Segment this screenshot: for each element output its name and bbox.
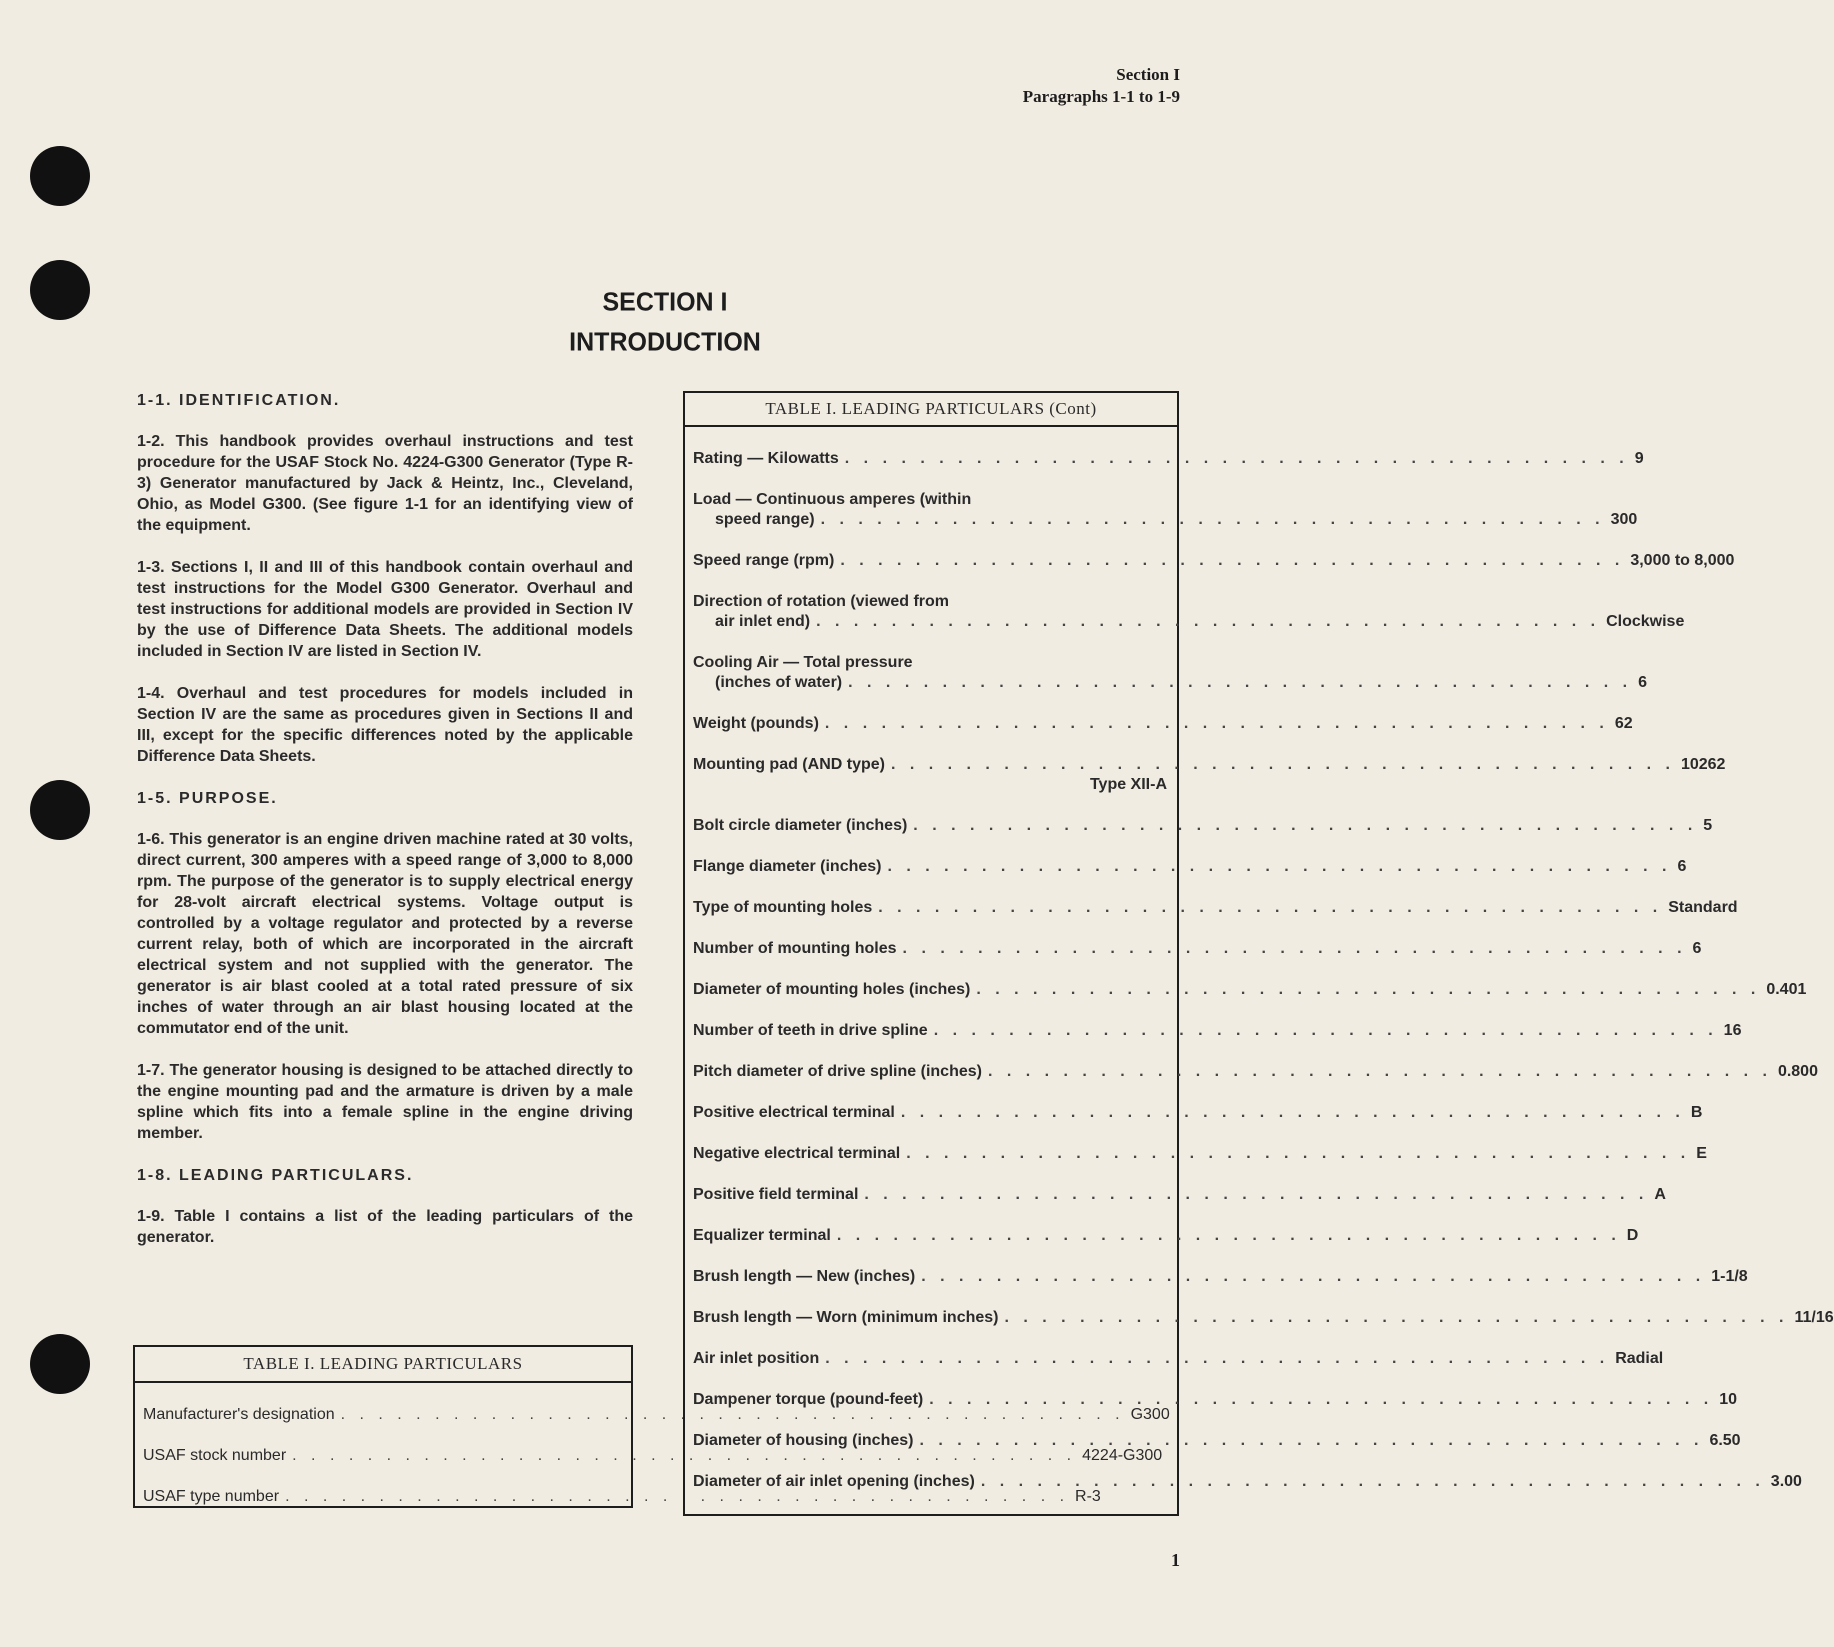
binder-hole — [30, 260, 90, 320]
row-label: Weight (pounds) — [693, 715, 819, 732]
table-title: TABLE I. LEADING PARTICULARS (Cont) — [685, 393, 1177, 427]
table-row-label — [685, 591, 1177, 611]
row-label: Positive electrical terminal — [693, 1104, 895, 1121]
row-label: Manufacturer's designation — [143, 1406, 335, 1423]
row-value: 6 — [1692, 940, 1702, 957]
leader-dots: . . . . . . . . . . . . . . . . . . . . . . . . . . . . . . . . . . . . . . . . . . — [921, 1268, 1706, 1285]
row-label: Cooling Air — Total pressure — [693, 654, 913, 671]
row-value: 11/16 — [1794, 1309, 1834, 1326]
table-row-label — [685, 652, 1177, 672]
table-row — [685, 611, 1685, 631]
table-row — [685, 754, 1726, 774]
leader-dots: . . . . . . . . . . . . . . . . . . . . . . . . . . . . . . . . . . . . . . . . . . — [890, 756, 1675, 773]
row-value: G300 — [1130, 1406, 1170, 1423]
row-value: 10262 — [1680, 756, 1726, 773]
page-number: 1 — [1171, 1550, 1180, 1570]
section-heading: 1-5. PURPOSE. — [137, 790, 278, 807]
row-label: Number of teeth in drive spline — [693, 1022, 928, 1039]
leader-dots: . . . . . . . . . . . . . . . . . . . . . . . . . . . . . . . . . . . . . . . . . . — [816, 613, 1601, 630]
leader-dots: . . . . . . . . . . . . . . . . . . . . . . . . . . . . . . . . . . . . . . . . . . — [987, 1063, 1772, 1080]
table-title: TABLE I. LEADING PARTICULARS — [135, 1347, 631, 1383]
leader-dots: . . . . . . . . . . . . . . . . . . . . . . . . . . . . . . . . . . . . . . . . . . — [933, 1022, 1718, 1039]
row-value: 6 — [1677, 858, 1687, 875]
row-value: 300 — [1610, 511, 1638, 528]
page-header — [1023, 64, 1180, 108]
table-row — [685, 1225, 1639, 1245]
row-label: Pitch diameter of drive spline (inches) — [693, 1063, 982, 1080]
row-label: Bolt circle diameter (inches) — [693, 817, 908, 834]
leader-dots: . . . . . . . . . . . . . . . . . . . . . . . . . . . . . . . . . . . . . . . . . . — [285, 1488, 1070, 1505]
table-row — [685, 1020, 1742, 1040]
row-label: Diameter of air inlet opening (inches) — [693, 1473, 975, 1490]
leader-dots: . . . . . . . . . . . . . . . . . . . . . . . . . . . . . . . . . . . . . . . . . . — [1004, 1309, 1789, 1326]
row-label: Speed range (rpm) — [693, 552, 835, 569]
leader-dots: . . . . . . . . . . . . . . . . . . . . . . . . . . . . . . . . . . . . . . . . . . — [292, 1447, 1077, 1464]
leader-dots: . . . . . . . . . . . . . . . . . . . . . . . . . . . . . . . . . . . . . . . . . . — [976, 981, 1761, 998]
table-row — [685, 1430, 1741, 1450]
row-label: Brush length — Worn (minimum inches) — [693, 1309, 999, 1326]
table-row — [685, 856, 1687, 876]
row-value: 0.800 — [1777, 1063, 1818, 1080]
table-row — [685, 979, 1807, 999]
leader-dots: . . . . . . . . . . . . . . . . . . . . . . . . . . . . . . . . . . . . . . . . . . — [825, 1350, 1610, 1367]
row-label: Brush length — New (inches) — [693, 1268, 916, 1285]
row-value: 6 — [1638, 674, 1648, 691]
row-label: speed range) — [715, 511, 815, 528]
table-row — [685, 1307, 1834, 1327]
row-value: 3,000 to 8,000 — [1630, 552, 1735, 569]
leader-dots: . . . . . . . . . . . . . . . . . . . . . . . . . . . . . . . . . . . . . . . . . . — [878, 899, 1663, 916]
row-label: Flange diameter (inches) — [693, 858, 882, 875]
header-paragraphs: Paragraphs 1-1 to 1-9 — [1022, 87, 1180, 106]
table-row — [685, 1471, 1802, 1491]
row-label: Type of mounting holes — [693, 899, 873, 916]
leader-dots: . . . . . . . . . . . . . . . . . . . . . . . . . . . . . . . . . . . . . . . . . . — [919, 1432, 1704, 1449]
leader-dots: . . . . . . . . . . . . . . . . . . . . . . . . . . . . . . . . . . . . . . . . . . — [820, 511, 1605, 528]
leader-dots: . . . . . . . . . . . . . . . . . . . . . . . . . . . . . . . . . . . . . . . . . . — [840, 552, 1625, 569]
leader-dots: . . . . . . . . . . . . . . . . . . . . . . . . . . . . . . . . . . . . . . . . . . — [980, 1473, 1765, 1490]
row-label: Rating — Kilowatts — [693, 450, 839, 467]
title-line2: INTRODUCTION — [569, 327, 761, 357]
table-row — [685, 897, 1738, 917]
leader-dots: . . . . . . . . . . . . . . . . . . . . . . . . . . . . . . . . . . . . . . . . . . — [900, 1104, 1685, 1121]
leader-dots: . . . . . . . . . . . . . . . . . . . . . . . . . . . . . . . . . . . . . . . . . . — [902, 940, 1687, 957]
section-heading: 1-1. IDENTIFICATION. — [137, 392, 341, 409]
paragraph: 1-3. Sections I, II and III of this handbook contain overhaul and test instructions for the Model G300 Generator. Overhaul and test instructions for additional models are provided in Section IV by the use of Difference Data Sheets. The additional models included in Section IV are listed in Section IV. — [137, 559, 633, 660]
paragraph: 1-9. Table I contains a list of the leading particulars of the generator. — [137, 1208, 633, 1246]
row-label: Load — Continuous amperes (within — [693, 491, 972, 508]
leader-dots: . . . . . . . . . . . . . . . . . . . . . . . . . . . . . . . . . . . . . . . . . . — [864, 1186, 1649, 1203]
row-label: Direction of rotation (viewed from — [693, 593, 950, 610]
leader-dots: . . . . . . . . . . . . . . . . . . . . . . . . . . . . . . . . . . . . . . . . . . — [906, 1145, 1691, 1162]
paragraph: 1-6. This generator is an engine driven machine rated at 30 volts, direct current, 300 amperes with a speed range of 3,000 to 8,000 rpm. The purpose of the generator is to supply electrical energy for 28-volt aircraft electrical systems. Voltage output is controlled by a voltage regulator and protected by a reverse current relay, both of which are incorporated in the aircraft electrical system and not supplied with the generator. The generator is air blast cooled at a total rated pressure of six inches of water through an air blast housing located at the commutator end of the unit. — [137, 831, 633, 1037]
row-value: 16 — [1723, 1022, 1742, 1039]
row-value: 4224-G300 — [1082, 1447, 1163, 1464]
table-row — [685, 1102, 1703, 1122]
leader-dots: . . . . . . . . . . . . . . . . . . . . . . . . . . . . . . . . . . . . . . . . . . — [340, 1406, 1125, 1423]
table-row — [685, 1061, 1818, 1081]
row-label: USAF type number — [143, 1488, 280, 1505]
table-row — [685, 1266, 1748, 1286]
row-value: Standard — [1668, 899, 1738, 916]
body-text — [137, 390, 633, 1269]
paragraph: 1-4. Overhaul and test procedures for models included in Section IV are the same as procedures given in Sections II and III, except for the specific differences noted by the applicable Difference Data Sheets. — [137, 685, 633, 765]
table-row — [685, 448, 1644, 468]
row-value: D — [1626, 1227, 1639, 1244]
row-value: 62 — [1614, 715, 1633, 732]
leader-dots: . . . . . . . . . . . . . . . . . . . . . . . . . . . . . . . . . . . . . . . . . . — [848, 674, 1633, 691]
row-value: 5 — [1703, 817, 1713, 834]
row-label: air inlet end) — [715, 613, 811, 630]
header-section: Section I — [1116, 65, 1180, 84]
row-value: R-3 — [1075, 1488, 1101, 1505]
section-heading: 1-8. LEADING PARTICULARS. — [137, 1167, 414, 1184]
row-value: B — [1690, 1104, 1703, 1121]
row-value: Radial — [1615, 1350, 1664, 1367]
table-row — [685, 1184, 1666, 1204]
row-label: USAF stock number — [143, 1447, 287, 1464]
row-value: 0.401 — [1766, 981, 1807, 998]
paragraph: 1-7. The generator housing is designed to be attached directly to the engine mounting pad and the armature is driven by a male spline which fits into a female spline in the engine driving member. — [137, 1062, 633, 1142]
row-value: Type XII-A — [1089, 776, 1167, 793]
binder-hole — [30, 146, 90, 206]
row-label: Mounting pad (AND type) — [693, 756, 885, 773]
binder-hole — [30, 1334, 90, 1394]
row-label: Dampener torque (pound-feet) — [693, 1391, 924, 1408]
row-label: Number of mounting holes — [693, 940, 897, 957]
table-row — [685, 672, 1648, 692]
leader-dots: . . . . . . . . . . . . . . . . . . . . . . . . . . . . . . . . . . . . . . . . . . — [824, 715, 1609, 732]
title-line1: SECTION I — [602, 287, 728, 317]
row-label: Air inlet position — [693, 1350, 820, 1367]
table-row — [685, 1389, 1737, 1409]
row-value: E — [1696, 1145, 1707, 1162]
leading-particulars-cont-table — [683, 391, 1834, 1516]
table-row — [685, 1143, 1707, 1163]
row-value: 10 — [1719, 1391, 1737, 1408]
row-value: 3.00 — [1770, 1473, 1802, 1490]
row-label: (inches of water) — [715, 674, 843, 691]
row-label: Negative electrical terminal — [693, 1145, 901, 1162]
section-title — [540, 282, 790, 362]
leader-dots: . . . . . . . . . . . . . . . . . . . . . . . . . . . . . . . . . . . . . . . . . . — [913, 817, 1698, 834]
table-row-value-cont — [685, 774, 1177, 794]
binder-hole — [30, 780, 90, 840]
row-label: Diameter of mounting holes (inches) — [693, 981, 971, 998]
table-row — [685, 815, 1713, 835]
leader-dots: . . . . . . . . . . . . . . . . . . . . . . . . . . . . . . . . . . . . . . . . . . — [836, 1227, 1621, 1244]
leader-dots: . . . . . . . . . . . . . . . . . . . . . . . . . . . . . . . . . . . . . . . . . . — [929, 1391, 1714, 1408]
table-row-label — [685, 489, 1177, 509]
row-value: A — [1654, 1186, 1666, 1203]
row-value: Clockwise — [1606, 613, 1685, 630]
row-label: Equalizer terminal — [693, 1227, 831, 1244]
row-value: 1-1/8 — [1711, 1268, 1748, 1285]
table-row — [685, 713, 1633, 733]
leader-dots: . . . . . . . . . . . . . . . . . . . . . . . . . . . . . . . . . . . . . . . . . . — [844, 450, 1629, 467]
row-label: Positive field terminal — [693, 1186, 859, 1203]
table-row — [685, 509, 1638, 529]
leader-dots: . . . . . . . . . . . . . . . . . . . . . . . . . . . . . . . . . . . . . . . . . . — [887, 858, 1672, 875]
paragraph: 1-2. This handbook provides overhaul instructions and test procedure for the USAF Stock No. 4224-G300 Generator (Type R-3) Generator manufactured by Jack & Heintz, Inc., Cleveland, Ohio, as Model G300. (See figure 1-1 for an identifying view of the equipment. — [137, 433, 633, 534]
row-value: 6.50 — [1709, 1432, 1741, 1449]
table-row — [685, 938, 1702, 958]
table-row — [685, 1348, 1664, 1368]
row-label: Diameter of housing (inches) — [693, 1432, 914, 1449]
table-row — [685, 550, 1735, 570]
row-value: 9 — [1634, 450, 1644, 467]
